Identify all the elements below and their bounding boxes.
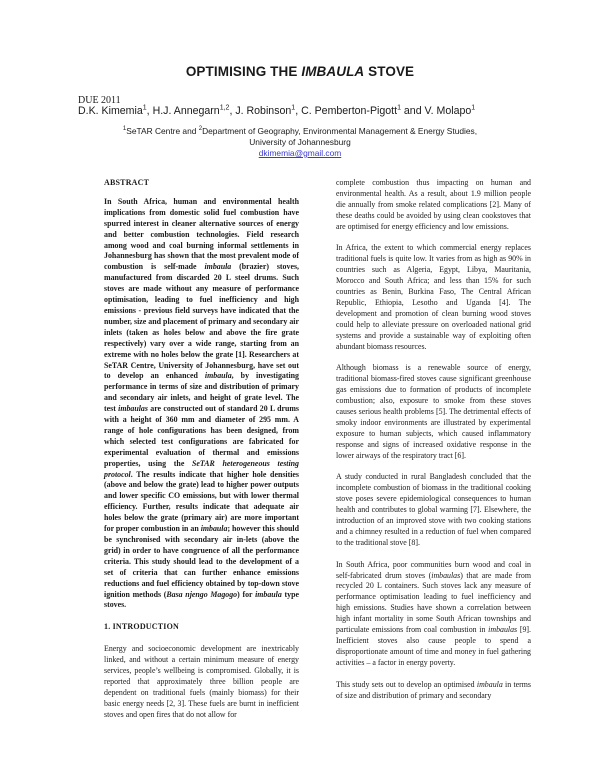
intro-paragraph: Energy and socioeconomic development are inextricably linked, and without a certain minimum measure of energy services, people’s wellbeing is compromised. Globally, it is reported that approximately three billion people are dependent on traditional fuels (mainly biomass) for their basic energy needs [2, 3]. These fuels are burnt in inefficient stoves and open fires that do not allow for bbox=[104, 644, 299, 719]
body-paragraph bbox=[336, 680, 531, 702]
paper-title bbox=[0, 64, 600, 79]
body-text: This study sets out to develop an optimised bbox=[336, 679, 477, 689]
author-affil: 1 bbox=[142, 104, 147, 112]
abstract-text: are constructed out of standard 20 L drums with a height of 360 mm and diameter of 295 mm. A range of hole configurations has been designed, from which selected test configurations are fabricated for experimental evaluation of thermal and emissions properties, using the bbox=[104, 404, 299, 468]
author-separator: , bbox=[146, 105, 153, 117]
affiliation-line-2: University of Johannesburg bbox=[249, 137, 351, 147]
left-column bbox=[104, 178, 299, 721]
author-affil: 1 bbox=[291, 104, 296, 112]
body-emphasis: imbaula bbox=[476, 679, 503, 689]
abstract-heading: ABSTRACT bbox=[104, 178, 150, 187]
body-emphasis: imbaulas bbox=[431, 570, 461, 580]
affil-text: Department of Geography, Environmental Management & Energy Studies, bbox=[202, 126, 478, 136]
conference-label: DUE 2011 bbox=[78, 95, 121, 106]
right-column bbox=[336, 178, 531, 701]
affiliation-line-1 bbox=[0, 126, 600, 137]
author-separator: , bbox=[295, 105, 302, 117]
body-text: In South Africa, poor communities burn wood and coal in self-fabricated drum stoves ( bbox=[336, 559, 531, 580]
affiliations bbox=[0, 126, 600, 159]
author-separator: and bbox=[400, 105, 425, 117]
body-paragraph bbox=[336, 560, 531, 669]
abstract-text: ) for bbox=[237, 589, 256, 599]
introduction-heading: 1. INTRODUCTION bbox=[104, 622, 180, 632]
body-text: in terms of size and distribution of primary and secondary bbox=[336, 679, 531, 700]
author-name: J. Robinson bbox=[235, 105, 292, 117]
abstract-emphasis: imbaula bbox=[204, 262, 232, 272]
abstract-emphasis: imbaula bbox=[204, 371, 232, 381]
body-paragraph: In Africa, the extent to which commercial energy replaces traditional fuels is quite low. It varies from as high as 90% in countries such as Algeria, Egypt, Libya, Mauritania, Morocco and South Africa; and less than 15% for such countries as Benin, Burkina Faso, The Central African Republic, Ethiopia, Lesotho and Uganda [4]. The development and promotion of clean burning wood stoves could help to alleviate pressure on overloaded national grid systems and provide a sustainable way of exploiting often abundant biomass resources. bbox=[336, 243, 531, 351]
email-link[interactable]: dkimemia@gmail.com bbox=[258, 148, 342, 158]
abstract-emphasis: imbaula bbox=[200, 524, 228, 534]
author-name: C. Pemberton-Pigott bbox=[301, 105, 398, 117]
abstract-text: (brazier) stoves, manufactured from discarded 20 L steel drums. Such stoves are made without any measure of performance optimisation, leading to fuel inefficiency and high emissions - previous field surveys have indicated that the number, size and placement of primary and secondary air inlets (taken as holes below and above the fire grate respectively) vary over a wide range, starting from an extreme with no holes below the grate [1]. Researchers at SeTAR Centre, University of Johannesburg, have set out to develop an enhanced bbox=[104, 262, 299, 381]
body-emphasis: imbaulas bbox=[488, 625, 518, 635]
title-suffix: STOVE bbox=[364, 64, 415, 79]
abstract-text: . The results indicate that higher hole densities (above and below the grate) lead to higher power outputs and lower specific CO emissions, but with lower thermal efficiency. Further, results indicate that adequate air holes below the grate (primary air) are more important for proper combustion in an bbox=[104, 469, 299, 534]
affil-marker: 2 bbox=[198, 126, 203, 133]
body-paragraph: A study conducted in rural Bangladesh concluded that the incomplete combustion of biomass in the traditional cooking stove poses severe epidemiological consequences to human health and contributes to global warming [7]. Elsewhere, the introduction of an improved stove with two cooking stations and a chimney resulted in a reduction of fuel when compared to the traditional stove [8]. bbox=[336, 472, 531, 547]
author-name: V. Molapo bbox=[424, 105, 472, 117]
author-separator: , bbox=[229, 105, 236, 117]
author-affil: 1 bbox=[397, 104, 401, 112]
author-name: H.J. Annegarn bbox=[152, 105, 220, 117]
title-emphasis: IMBAULA bbox=[301, 64, 365, 79]
abstract-emphasis: imbaulas bbox=[118, 404, 148, 414]
abstract-text: , by investigating performance in terms of size and distribution of primary and secondary air inlets, and height of grate level. The test bbox=[104, 371, 300, 414]
body-paragraph: complete combustion thus impacting on human and environmental health. As a result, about 1.9 million people die annually from smoke related complications [2]. Many of these deaths could be avoided by using clean cookstoves that are optimised for energy efficiency and low emissions. bbox=[336, 178, 531, 231]
title-prefix: OPTIMISING THE bbox=[185, 64, 302, 79]
author-affil: 1,2 bbox=[219, 104, 230, 112]
abstract-text: In South Africa, human and environmental health implications from domestic solid fuel combustion have spurred interest in cleaner alternative sources of energy and better combustion technologies. Field research among wood and coal burning informal settlements in Johannesburg has shown that the most prevalent mode of combustion is self-made bbox=[104, 196, 299, 272]
abstract-body bbox=[104, 197, 299, 611]
abstract-emphasis: Basa njengo Magogo bbox=[166, 589, 238, 599]
author-name: D.K. Kimemia bbox=[78, 105, 143, 117]
abstract-text: type stoves. bbox=[104, 589, 299, 610]
body-paragraph: Although biomass is a renewable source of energy, traditional biomass-fired stoves cause significant greenhouse gas emissions due to formation of products of incomplete combustion; also, exposure to smoke from these stoves causes serious health problems [5]. The detrimental effects of smoky indoor environments are illustrated by experimental exposure to human subjects, which caused inflammatory response and signs of increased oxidative response in the lower airways of the respiratory tract [6]. bbox=[336, 363, 531, 460]
body-text: [9]. Inefficient stoves also cause people to spend a disproportionate amount of time and money in fuel gathering activities – a factor in energy poverty. bbox=[336, 625, 531, 667]
author-list bbox=[78, 105, 558, 117]
affil-text: SeTAR Centre and bbox=[126, 126, 199, 136]
abstract-emphasis: imbaula bbox=[255, 589, 282, 599]
body-text: ) that are made from recycled 20 L containers. Such stoves lack any measure of performance optimisation leading to fuel inefficiency and high emissions. Studies have shown a correlation between high infant mortality in some South African townships and particulate emissions from coal combustion in bbox=[336, 570, 531, 635]
author-affil: 1 bbox=[471, 104, 476, 112]
abstract-text: ; however this should be synchronised with secondary air in-lets (above the grid) in order to have congruence of all the performance criteria. This study should lead to the development of a set of criteria that can further enhance emissions reductions and fuel efficiency obtained by top-down stove ignition methods ( bbox=[104, 524, 299, 599]
abstract-emphasis: SeTAR heterogeneous testing protocol bbox=[104, 458, 300, 479]
affil-marker: 1 bbox=[122, 126, 127, 133]
